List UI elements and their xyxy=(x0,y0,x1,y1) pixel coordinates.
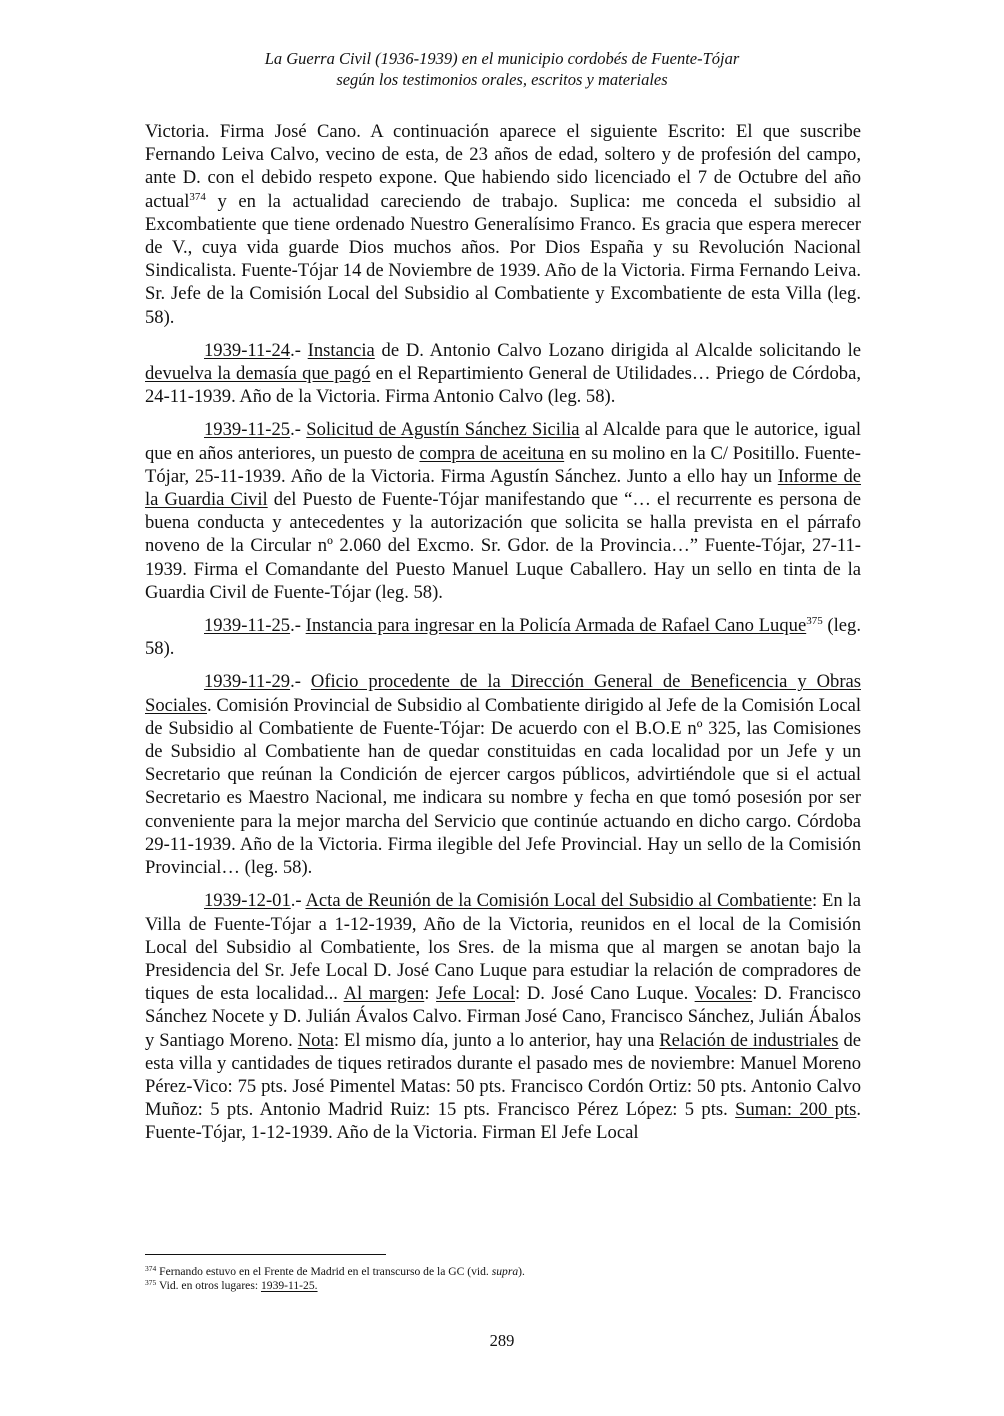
entry-date: 1939-11-25 xyxy=(204,419,291,441)
entry-date: 1939-11-24 xyxy=(204,339,291,361)
text: . Comisión Provincial de Subsidio al Combatiente dirigido al Jefe de la Comisión Local de Subsidio al Combatiente de Fuente-Tójar: De acuerdo con el B.O.E nº 325, las Comisiones de Subsidio al Combatiente han de quedar constituidas en cada localidad por un Jefe y un Secretario que reúnan la Condición de ejercer cargos públicos, advirtiéndole que si el actual Secretario es Maestro Nacional, me indicara su nombre y fecha en que tomó posesión por ser conveniente para la mejor marcha del Servicio que continúe actuando en dicho cargo. Córdoba 29-11-1939. Año de la Victoria. Firma ilegible del Jefe Provincial. Hay un sello de la Comisión Provincial… (leg. 58). xyxy=(145,694,861,879)
footnote-ref-375: 375 xyxy=(806,615,823,628)
page-body xyxy=(145,120,861,1155)
text: Vid. en otros lugares: xyxy=(156,1279,261,1292)
underlined-text: 1939-11-25. xyxy=(260,1279,318,1292)
text: ). xyxy=(518,1265,525,1278)
italic-text: supra xyxy=(491,1265,519,1278)
footnote-ref-374: 374 xyxy=(189,190,206,203)
underlined-text: Oficio procedente de la Dirección General de Beneficencia y Obras Sociales xyxy=(145,671,861,716)
footnote-number: 374 xyxy=(145,1264,157,1273)
text: : El mismo día, junto a lo anterior, hay una xyxy=(333,1029,660,1051)
footnote-number: 375 xyxy=(145,1278,157,1287)
entry-1939-11-24 xyxy=(145,339,861,409)
text: .- xyxy=(290,339,308,361)
underlined-text: Acta de Reunión de la Comisión Local del Subsidio al Combatiente xyxy=(305,890,812,912)
underlined-text: Vocales xyxy=(694,983,753,1005)
underlined-text: compra de aceituna xyxy=(419,442,565,464)
running-header xyxy=(0,48,1004,90)
text: : D. José Cano Luque. xyxy=(515,983,695,1005)
footnote-374 xyxy=(145,1265,861,1279)
header-line-2: según los testimonios orales, escritos y materiales xyxy=(336,70,668,89)
text: al Alcalde para que le autorice, igual que en años anteriores, un puesto de xyxy=(145,419,861,464)
underlined-text: Instancia para ingresar en la Policía Armada de Rafael Cano Luque xyxy=(305,615,807,637)
text: : xyxy=(424,983,437,1005)
text: de esta villa y cantidades de tiques retirados durante el pasado mes de noviembre: Manuel Moreno Pérez-Vico: 75 pts. José Pimentel Matas: 50 pts. Francisco Cordón Ortiz: 50 pts. Antonio Calvo Muñoz: 5 pts. Antonio Madrid Ruiz: 15 pts. Francisco Pérez López: 5 pts. xyxy=(145,1029,862,1121)
entry-1939-11-25-b xyxy=(145,614,861,660)
paragraph-continuation xyxy=(145,120,861,329)
entry-1939-11-29 xyxy=(145,670,861,879)
text: del Puesto de Fuente-Tójar manifestando que “… el recurrente es persona de buena conducta y antecedentes y la autorización que solicita se halla prevista en el párrafo noveno de la Circular nº 2.060 del Excmo. Sr. Gdor. de la Provincia…” Fuente-Tójar, 27-11-1939. Firma el Comandante del Puesto Manuel Luque Caballero. Hay un sello en tinta de la Guardia Civil de Fuente-Tójar (leg. 58). xyxy=(145,489,861,603)
footnote-375 xyxy=(145,1279,861,1293)
header-line-1: La Guerra Civil (1936-1939) en el municipio cordobés de Fuente-Tójar xyxy=(264,49,740,68)
text: : D. Francisco Sánchez Nocete y D. Julián Ávalos Calvo. Firman José Cano, Francisco Sánchez, Julián Ábalos y Santiago Moreno. xyxy=(145,983,861,1051)
text: Victoria. Firma José Cano. A continuación aparece el siguiente Escrito: El que suscribe Fernando Leiva Calvo, vecino de esta, de 23 años de edad, soltero y de profesión del campo, ante D. con el debido respeto expone. Que habiendo sido licenciado el 7 de Octubre del año actual xyxy=(145,121,861,212)
text: y en la actualidad careciendo de trabajo. Suplica: me conceda el subsidio al Excombatiente que tiene ordenado Nuestro Generalísimo Franco. Es gracia que espera merecer de V., cuya vida guarde Dios muchos años. Por Dios España y su Revolución Nacional Sindicalista. Fuente-Tójar 14 de Noviembre de 1939. Año de la Victoria. Firma Fernando Leiva. Sr. Jefe de la Comisión Local del Subsidio al Combatiente y Excombatiente de esta Villa (leg. 58). xyxy=(145,190,861,328)
underlined-text: Solicitud de Agustín Sánchez Sicilia xyxy=(306,419,580,441)
footnote-separator xyxy=(145,1254,386,1255)
page-number: 289 xyxy=(489,1331,515,1350)
text: .- xyxy=(290,890,306,912)
text: .- xyxy=(290,671,311,693)
text: (leg. 58). xyxy=(145,615,861,660)
entry-date: 1939-11-29 xyxy=(204,671,291,693)
entry-date: 1939-12-01 xyxy=(204,890,291,912)
underlined-text: Al margen xyxy=(343,983,425,1005)
underlined-text: Suman: 200 pts xyxy=(735,1099,857,1121)
text: .- xyxy=(290,419,307,441)
text: .- xyxy=(290,615,306,637)
text: en el Repartimiento General de Utilidades… Priego de Córdoba, 24-11-1939. Año de la Victoria. Firma Antonio Calvo (leg. 58). xyxy=(145,363,861,408)
text: de D. Antonio Calvo Lozano dirigida al Alcalde solicitando le xyxy=(374,339,861,361)
entry-date: 1939-11-25 xyxy=(204,615,291,637)
entry-1939-12-01 xyxy=(145,889,861,1144)
footnotes xyxy=(145,1265,861,1293)
text: en su molino en la C/ Positillo. Fuente-Tójar, 25-11-1939. Año de la Victoria. Firma Agustín Sánchez. Junto a ello hay un xyxy=(145,442,861,487)
underlined-text: Relación de industriales xyxy=(659,1029,839,1051)
text: . Fuente-Tójar, 1-12-1939. Año de la Victoria. Firman El Jefe Local xyxy=(145,1099,861,1144)
text: : En la Villa de Fuente-Tójar a 1-12-1939, Año de la Victoria, reunidos en el local de la Comisión Local del Subsidio al Combatiente, los Sres. de la misma que al margen se anotan bajo la Presidencia del Sr. Jefe Local D. José Cano Luque para estudiar la relación de compradores de tiques de esta localidad... xyxy=(145,890,861,1005)
underlined-text: devuelva la demasía que pagó xyxy=(145,363,371,385)
entry-1939-11-25-a xyxy=(145,418,861,604)
underlined-text: Jefe Local xyxy=(436,983,515,1005)
underlined-text: Nota xyxy=(297,1029,334,1051)
underlined-text: Informe de la Guardia Civil xyxy=(145,465,861,511)
text: Fernando estuvo en el Frente de Madrid en el transcurso de la GC (vid. xyxy=(156,1265,492,1278)
underlined-text: Instancia xyxy=(307,339,375,361)
